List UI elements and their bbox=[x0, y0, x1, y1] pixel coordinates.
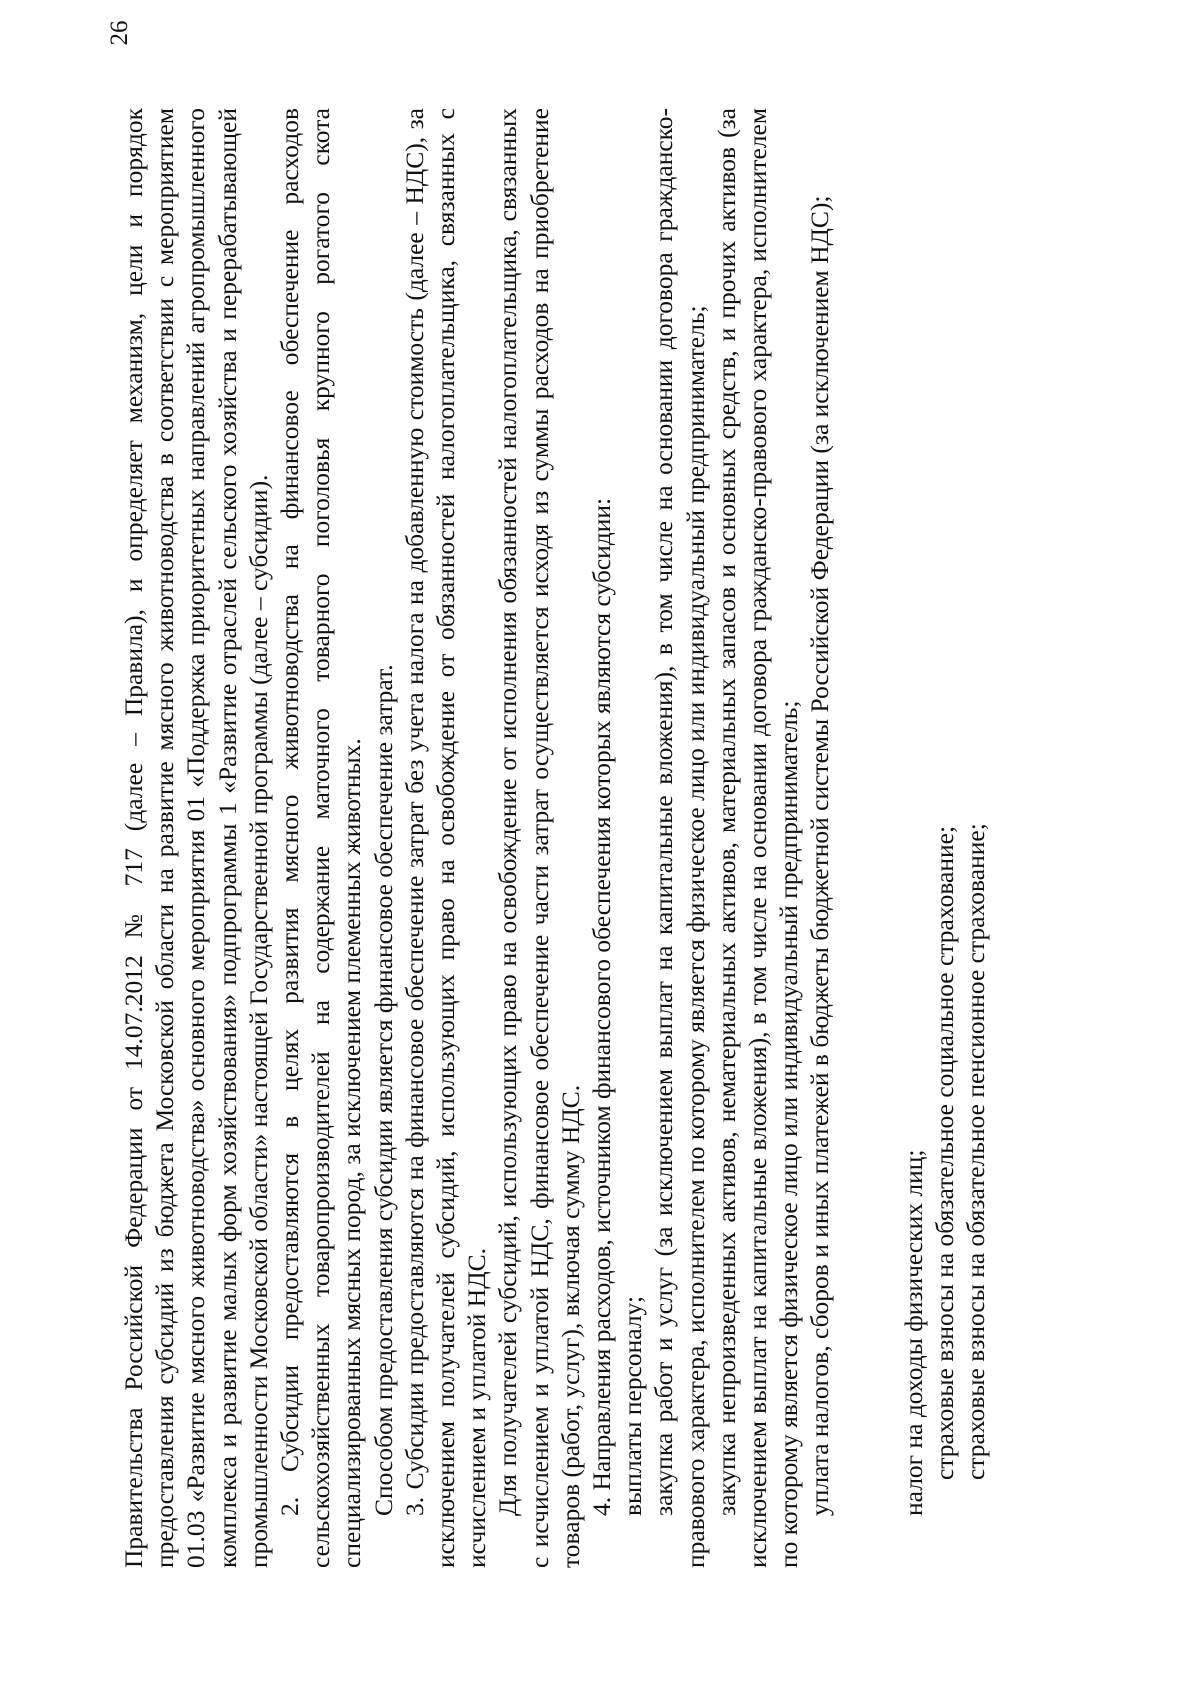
paragraph-item-3: 3. Субсидии предоставляются на финансовое обеспечение затрат без учета налога на добавленную стоимость (далее – НДС), за исключением получателей субсидий, использующих право на освобождение от обязанностей налогоплательщика, связанных с исчислением и уплатой НДС. bbox=[399, 108, 492, 1568]
list-item-pension-insurance: страховые взносы на обязательное пенсионное страхование; bbox=[961, 823, 991, 1480]
paragraph-item-2: 2. Субсидии предоставляются в целях развития мясного животноводства на финансовое обеспечение расходов сельскохозяйственных товаропроизводителей на содержание маточного товарного поголовья крупного рогатого скота специализированных мясных пород, за исключением племенных животных. bbox=[275, 108, 367, 1568]
page-number: 26 bbox=[106, 20, 133, 46]
document-body bbox=[118, 108, 991, 1568]
paragraph-works-services: закупка работ и услуг (за исключением выплат на капитальные вложения), в том числе на основании договора гражданско-правового характера, исполнителем по которому является физическое лицо или индивидуальный предприниматель; bbox=[649, 108, 710, 1568]
paragraph-taxes: уплата налогов, сборов и иных платежей в бюджеты бюджетной системы Российской Федерации (за исключением НДС); bbox=[805, 195, 835, 1516]
rotated-text-area bbox=[106, 20, 1078, 1568]
paragraph-method: Способом предоставления субсидии является финансовое обеспечение затрат. bbox=[368, 664, 398, 1516]
paragraph-vat-exempt: Для получателей субсидий, использующих право на освобождение от исполнения обязанностей налогоплательщика, связанных с исчислением и уплатой НДС, финансовое обеспечение части затрат осуществляется исходя из суммы расходов на приобретение товаров (работ, услуг), включая сумму НДС. bbox=[493, 108, 585, 1568]
paragraph-intro: Правительства Российской Федерации от 14.07.2012 № 717 (далее – Правила), и определяет механизм, цели и порядок предоставления субсидий из бюджета Московской области на развитие мясного животноводства в соответствии с мероприятием 01.03 «Развитие мясного животноводства» основного мероприятия 01 «Поддержка приоритетных направлений агропромышленного комплекса и развитие малых форм хозяйствования» подпрограммы 1 «Развитие отраслей сельского хозяйства и перерабатывающей промышленности Московской области» настоящей Государственной программы (далее – субсидии). bbox=[119, 108, 273, 1568]
paragraph-item-4: 4. Направления расходов, источником финансового обеспечения которых являются субсидии: bbox=[587, 497, 617, 1516]
paragraph-staff-payments: выплаты персоналу; bbox=[618, 1295, 648, 1516]
list-item-income-tax: налог на доходы физических лиц; bbox=[898, 1149, 928, 1516]
paragraph-assets: закупка непроизведенных активов, нематериальных активов, материальных запасов и основных средств, и прочих активов (за исключением выплат на капитальные вложения), в том числе на основании договора гражданско-правового характера, исполнителем по которому является физическое лицо или индивидуальный предприниматель; bbox=[711, 108, 804, 1568]
spacer bbox=[836, 108, 898, 1568]
list-item-social-insurance: страховые взносы на обязательное социальное страхование; bbox=[929, 825, 959, 1480]
